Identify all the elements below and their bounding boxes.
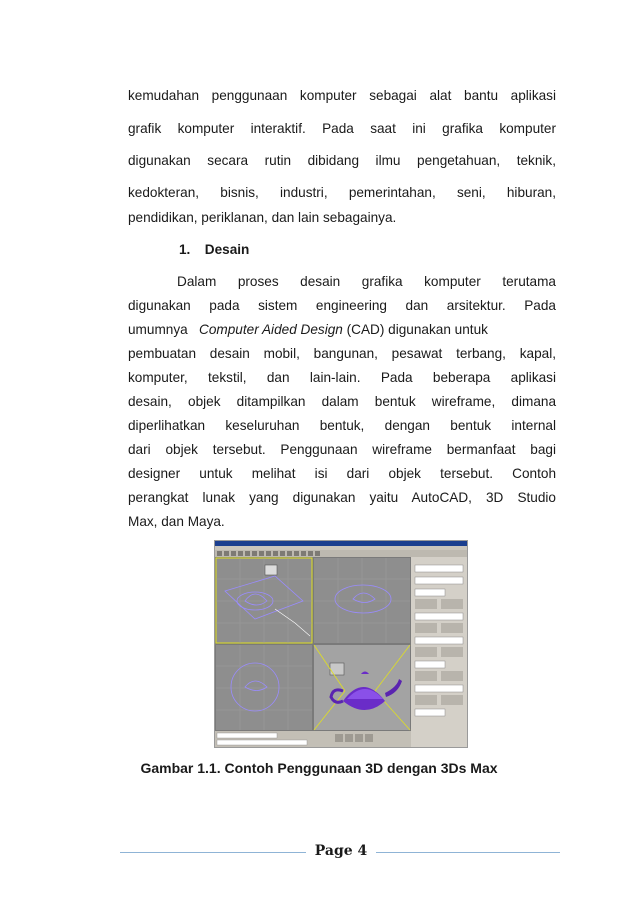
3dsmax-screenshot bbox=[214, 540, 468, 748]
cad-term: Computer Aided Design bbox=[199, 322, 343, 337]
section-title: Desain bbox=[204, 242, 250, 257]
section-heading bbox=[179, 242, 249, 257]
paragraph-2-line-5: komputer, tekstil, dan lain-lain. Pada beberapa aplikasi bbox=[128, 370, 556, 385]
figure-caption: Gambar 1.1. Contoh Penggunaan 3D dengan 3Ds Max bbox=[140, 760, 498, 776]
section-number: 1. bbox=[179, 242, 191, 257]
paragraph-2-line-11: Max, dan Maya. bbox=[128, 514, 225, 529]
paragraph-1-line-2: grafik komputer interaktif. Pada saat ini grafika komputer bbox=[128, 121, 556, 136]
page-number: Page 4 bbox=[314, 843, 368, 859]
paragraph-1-line-1: kemudahan penggunaan komputer sebagai alat bantu aplikasi bbox=[128, 88, 556, 103]
footer-rule-left bbox=[120, 852, 306, 853]
paragraph-2-line-3 bbox=[128, 322, 556, 337]
paragraph-2-line-9: designer untuk melihat isi dari objek tersebut. Contoh bbox=[128, 466, 556, 481]
paragraph-1-line-5: pendidikan, periklanan, dan lain sebagainya. bbox=[128, 210, 397, 225]
paragraph-1-line-3: digunakan secara rutin dibidang ilmu pengetahuan, teknik, bbox=[128, 153, 556, 168]
footer-rule-right bbox=[376, 852, 560, 853]
paragraph-2-line-1: Dalam proses desain grafika komputer terutama bbox=[177, 274, 556, 289]
paragraph-2-line-2: digunakan pada sistem engineering dan arsitektur. Pada bbox=[128, 298, 556, 313]
paragraph-1-line-4: kedokteran, bisnis, industri, pemerintahan, seni, hiburan, bbox=[128, 185, 556, 200]
paragraph-2-line-8: dari objek tersebut. Penggunaan wireframe bermanfaat bagi bbox=[128, 442, 556, 457]
3dsmax-screenshot-image bbox=[215, 541, 467, 747]
paragraph-2-line-4: pembuatan desain mobil, bangunan, pesawat terbang, kapal, bbox=[128, 346, 556, 361]
paragraph-2-line-10: perangkat lunak yang digunakan yaitu AutoCAD, 3D Studio bbox=[128, 490, 556, 505]
cad-line-start: umumnya bbox=[128, 322, 188, 337]
cad-line-end: (CAD) digunakan untuk bbox=[346, 322, 488, 337]
paragraph-2-line-7: diperlihatkan keseluruhan bentuk, dengan bentuk internal bbox=[128, 418, 556, 433]
paragraph-2-line-6: desain, objek ditampilkan dalam bentuk wireframe, dimana bbox=[128, 394, 556, 409]
